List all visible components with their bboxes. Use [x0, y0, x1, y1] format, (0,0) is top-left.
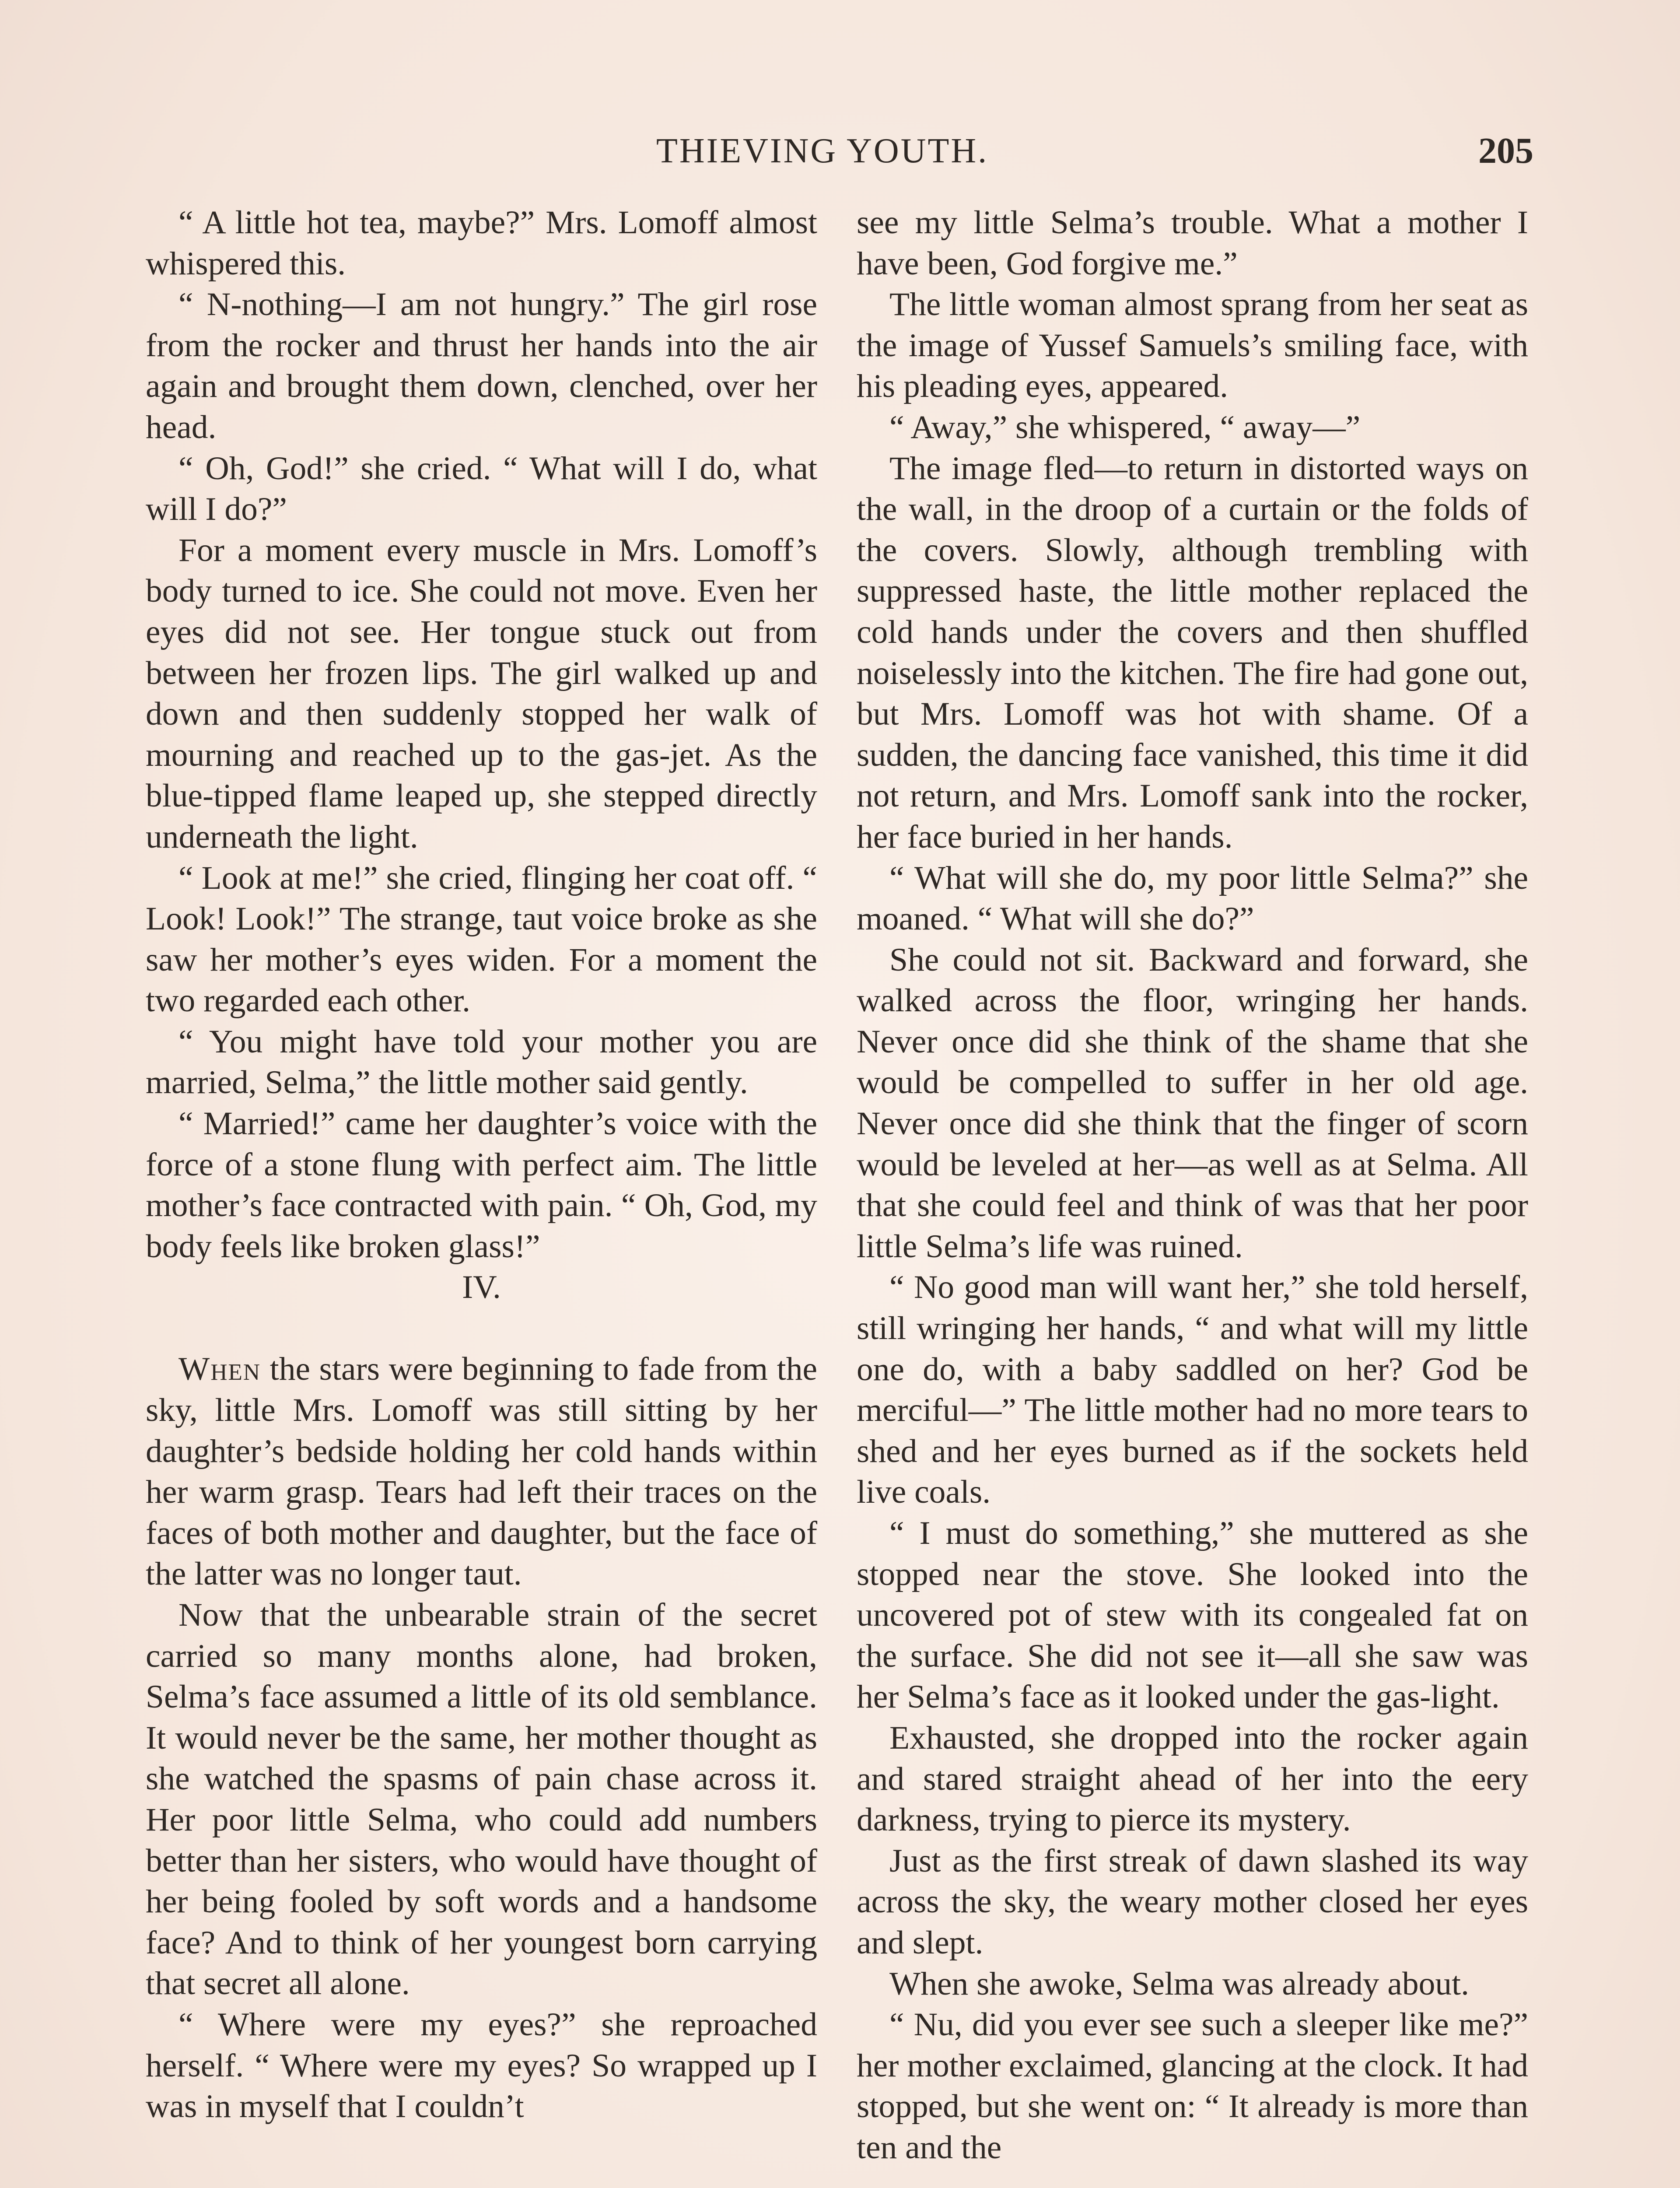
paragraph: “ Nu, did you ever see such a sleeper like me?” her mother exclaimed, glancing at the clock. It had stopped, but she went on: “ It already is more than ten and the: [857, 2006, 1528, 2166]
paragraph: She could not sit. Backward and forward, she walked across the floor, wringing her hands. Never once did she think of the shame that she would be compelled to suffer in her old age. Never once did she think that the finger of scorn would be leveled at her—as well as at Selma. All that she could feel and think of was that her poor little Selma’s life was ruined.: [857, 941, 1528, 1265]
paragraph: For a moment every muscle in Mrs. Lomoff’s body turned to ice. She could not move. Even her eyes did not see. Her tongue stuck out from between her frozen lips. The girl walked up and down and then suddenly stopped her walk of mourning and reached up to the gas-jet. As the blue-tipped flame leaped up, she stepped directly underneath the light.: [146, 532, 817, 855]
section-opening-paragraph: [146, 1349, 817, 1595]
paragraph: Just as the first streak of dawn slashed its way across the sky, the weary mother closed her eyes and slept.: [857, 1842, 1528, 1961]
running-header: [0, 131, 1680, 179]
paragraph: When she awoke, Selma was already about.: [889, 1965, 1469, 2002]
left-column: [146, 202, 817, 2127]
paragraph: “ A little hot tea, maybe?” Mrs. Lomoff almost whispered this.: [146, 204, 817, 282]
paragraph: “ Oh, God!” she cried. “ What will I do, what will I do?”: [146, 450, 817, 528]
paragraph: “ I must do something,” she muttered as she stopped near the stove. She looked into the uncovered pot of stew with its congealed fat on the surface. She did not see it—all she saw was her Selma’s face as it looked under the gas-light.: [857, 1515, 1528, 1715]
section-opening-word: When: [178, 1351, 261, 1388]
paragraph: “ You might have told your mother you are married, Selma,” the little mother said gently.: [146, 1023, 817, 1101]
right-column: [857, 202, 1528, 2168]
paragraph: “ Away,” she whispered, “ away—”: [889, 409, 1361, 445]
section-opening-text: the stars were beginning to fade from the sky, little Mrs. Lomoff was still sitting by her daughter’s bedside holding her cold hands within her warm grasp. Tears had left their traces on the faces of both mother and daughter, but the face of the latter was no longer taut.: [146, 1351, 817, 1592]
paragraph: “ Where were my eyes?” she reproached herself. “ Where were my eyes? So wrapped up I was in myself that I couldn’t: [146, 2006, 817, 2125]
section-heading: IV.: [462, 1269, 501, 1306]
paragraph: “ No good man will want her,” she told herself, still wringing her hands, “ and what will my little one do, with a baby saddled on her? God be merciful—” The little mother had no more tears to shed and her eyes burned as if the sockets held live coals.: [857, 1269, 1528, 1511]
paragraph: “ N-nothing—I am not hungry.” The girl rose from the rocker and thrust her hands into the air again and brought them down, clenched, over her head.: [146, 286, 817, 445]
paragraph: “ Look at me!” she cried, flinging her coat off. “ Look! Look!” The strange, taut voice broke as she saw her mother’s eyes widen. For a moment the two regarded each other.: [146, 859, 817, 1019]
paragraph: The little woman almost sprang from her seat as the image of Yussef Samuels’s smiling face, with his pleading eyes, appeared.: [857, 286, 1528, 405]
paragraph-continued: see my little Selma’s trouble. What a mother I have been, God forgive me.”: [857, 204, 1528, 282]
page-number: 205: [1478, 130, 1533, 171]
running-title: THIEVING YOUTH.: [656, 132, 989, 170]
paragraph: Exhausted, she dropped into the rocker again and stared straight ahead of her into the eery darkness, trying to pierce its mystery.: [857, 1719, 1528, 1838]
paragraph: The image fled—to return in distorted ways on the wall, in the droop of a curtain or the folds of the covers. Slowly, although trembling with suppressed haste, the little mother replaced the cold hands under the covers and then shuffled noiselessly into the kitchen. The fire had gone out, but Mrs. Lomoff was hot with shame. Of a sudden, the dancing face vanished, this time it did not return, and Mrs. Lomoff sank into the rocker, her face buried in her hands.: [857, 450, 1528, 855]
paragraph: “ Married!” came her daughter’s voice with the force of a stone flung with perfect aim. The little mother’s face contracted with pain. “ Oh, God, my body feels like broken glass!”: [146, 1105, 817, 1265]
paragraph: Now that the unbearable strain of the secret carried so many months alone, had broken, Selma’s face assumed a little of its old semblance. It would never be the same, her mother thought as she watched the spasms of pain chase across it. Her poor little Selma, who could add numbers better than her sisters, who would have thought of her being fooled by soft words and a handsome face? And to think of her youngest born carrying that secret all alone.: [146, 1597, 817, 2002]
paragraph: “ What will she do, my poor little Selma?” she moaned. “ What will she do?”: [857, 859, 1528, 937]
